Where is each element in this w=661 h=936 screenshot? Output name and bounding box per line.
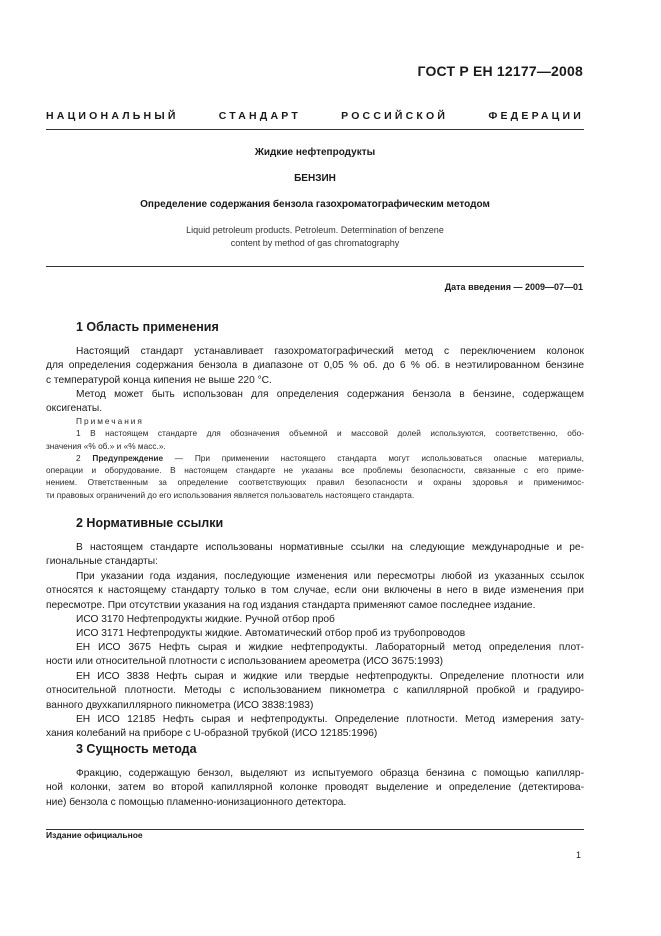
text-line: хания колебаний на приборе с U-образной трубкой (ИСО 12185:1996) <box>46 728 378 740</box>
text-line: пересмотре. При отсутствии указания на год издания стандарта применяют самое последнее издание. <box>46 599 536 611</box>
title-product: БЕНЗИН <box>294 173 336 184</box>
title-divider <box>46 129 584 130</box>
text-line: ванного двухкапиллярного пикнометра (ИСО 3838:1983) <box>46 699 314 711</box>
date-divider <box>46 266 584 267</box>
note-2-line: ти правовых ограничений до его использования является пользователь настоящего стандарта. <box>46 489 415 500</box>
title-method: Определение содержания бензола газохроматографическим методом <box>140 199 490 210</box>
notes-block <box>46 415 584 501</box>
note-2-first-line <box>46 452 584 464</box>
text-line: Метод может быть использован для определения содержания бензола в бензине, содержащем <box>76 389 584 400</box>
section-3-paragraph-1 <box>46 767 584 810</box>
text-line: ности или относительной плотности с использованием ареометра (ИСО 3675:1993) <box>46 656 444 668</box>
reference-en-iso-3675 <box>46 641 584 670</box>
section-2-heading: 2 Нормативные ссылки <box>76 516 224 530</box>
section-1-heading: 1 Область применения <box>76 320 219 334</box>
title-english <box>46 224 584 250</box>
text-line: ИСО 3171 Нефтепродукты жидкие. Автоматический отбор проб из трубопроводов <box>76 628 466 639</box>
section-3-heading: 3 Сущность метода <box>76 742 197 756</box>
title-product-group: Жидкие нефтепродукты <box>254 147 376 158</box>
reference-en-iso-3838 <box>46 670 584 713</box>
text-line: Настоящий стандарт устанавливает газохроматографический метод с переключением колонок <box>76 346 584 357</box>
note-2-line: нением. Ответственным за определение соответствующих правил безопасности и охраны здоровья и применимос- <box>46 477 584 488</box>
text-line: гиональные стандарты: <box>46 556 158 568</box>
text-line: ЕН ИСО 3675 Нефть сырая и жидкие нефтепродукты. Лабораторный метод определения плот- <box>76 642 584 653</box>
text-line: ной колонки, затем во второй капиллярной колонке проводят выделение и определение (детектирова- <box>46 782 584 794</box>
warning-label: Предупреждение <box>92 452 164 463</box>
text-line: ЕН ИСО 12185 Нефть сырая и нефтепродукты. Определение плотности. Метод измерения зату- <box>76 714 584 725</box>
text-line: относятся к настоящему стандарту только в том случае, если они включены в него в виде изменения при <box>46 585 584 597</box>
reference-iso-3171 <box>46 627 584 641</box>
title-english-line1: Liquid petroleum products. Petroleum. Determination of benzene <box>186 225 444 235</box>
note-1-line: 1 В настоящем стандарте для обозначения объемной и массовой долей используются, соответственно, обо- <box>76 428 584 439</box>
reference-iso-3170 <box>46 613 584 627</box>
document-code: ГОСТ Р ЕН 12177—2008 <box>417 63 583 79</box>
section-1-paragraph-2 <box>46 388 584 417</box>
introduction-date: Дата введения — 2009—07—01 <box>444 282 583 292</box>
text-line: оксигенаты. <box>46 403 103 415</box>
text-line: относительной плотности. Методы с использованием пикнометра с капиллярной пробкой и градуиро- <box>46 685 584 697</box>
title-english-line2: content by method of gas chromatography <box>230 238 400 248</box>
notes-label: Примечания <box>76 416 144 426</box>
section-2-paragraph-2 <box>46 570 584 613</box>
section-1-paragraph-1 <box>46 345 584 388</box>
page-number: 1 <box>575 850 581 860</box>
reference-en-iso-12185 <box>46 713 584 742</box>
text-line: для определения содержания бензола в диапазоне от 0,05 % об. до 6 % об. в неэтилированном бензине <box>46 360 584 372</box>
text-line: ЕН ИСО 3838 Нефть сырая и жидкие или твердые нефтепродукты. Определение плотности или <box>76 671 584 682</box>
text-line: Фракцию, содержащую бензол, выделяют из испытуемого образца бензина с помощью капилляр- <box>76 768 584 779</box>
text-line: В настоящем стандарте использованы нормативные ссылки на следующие международные и ре- <box>76 542 584 553</box>
national-standard-title: НАЦИОНАЛЬНЫЙ СТАНДАРТ РОССИЙСКОЙ ФЕДЕРАЦИИ <box>46 110 584 122</box>
section-2-paragraph-1 <box>46 541 584 570</box>
text-line: При указании года издания, последующие изменения или пересмотры любой из указанных ссылок <box>76 571 584 582</box>
official-edition-label: Издание официальное <box>46 830 143 840</box>
note-2-number: 2 <box>76 452 93 463</box>
note-1-line: значения «% об.» и «% масс.». <box>46 440 166 451</box>
text-line: ние) бензола с помощью пламенно-ионизационного детектора. <box>46 796 347 808</box>
text-line: ИСО 3170 Нефтепродукты жидкие. Ручной отбор проб <box>76 614 335 625</box>
note-2-text: — При применении настоящего стандарта могут использоваться опасные материалы, <box>163 452 584 463</box>
note-2-line: операции и оборудование. В настоящем стандарте не указаны все проблемы безопасности, связанные с его приме- <box>46 465 584 476</box>
text-line: с температурой конца кипения не выше 220 °С. <box>46 374 272 386</box>
